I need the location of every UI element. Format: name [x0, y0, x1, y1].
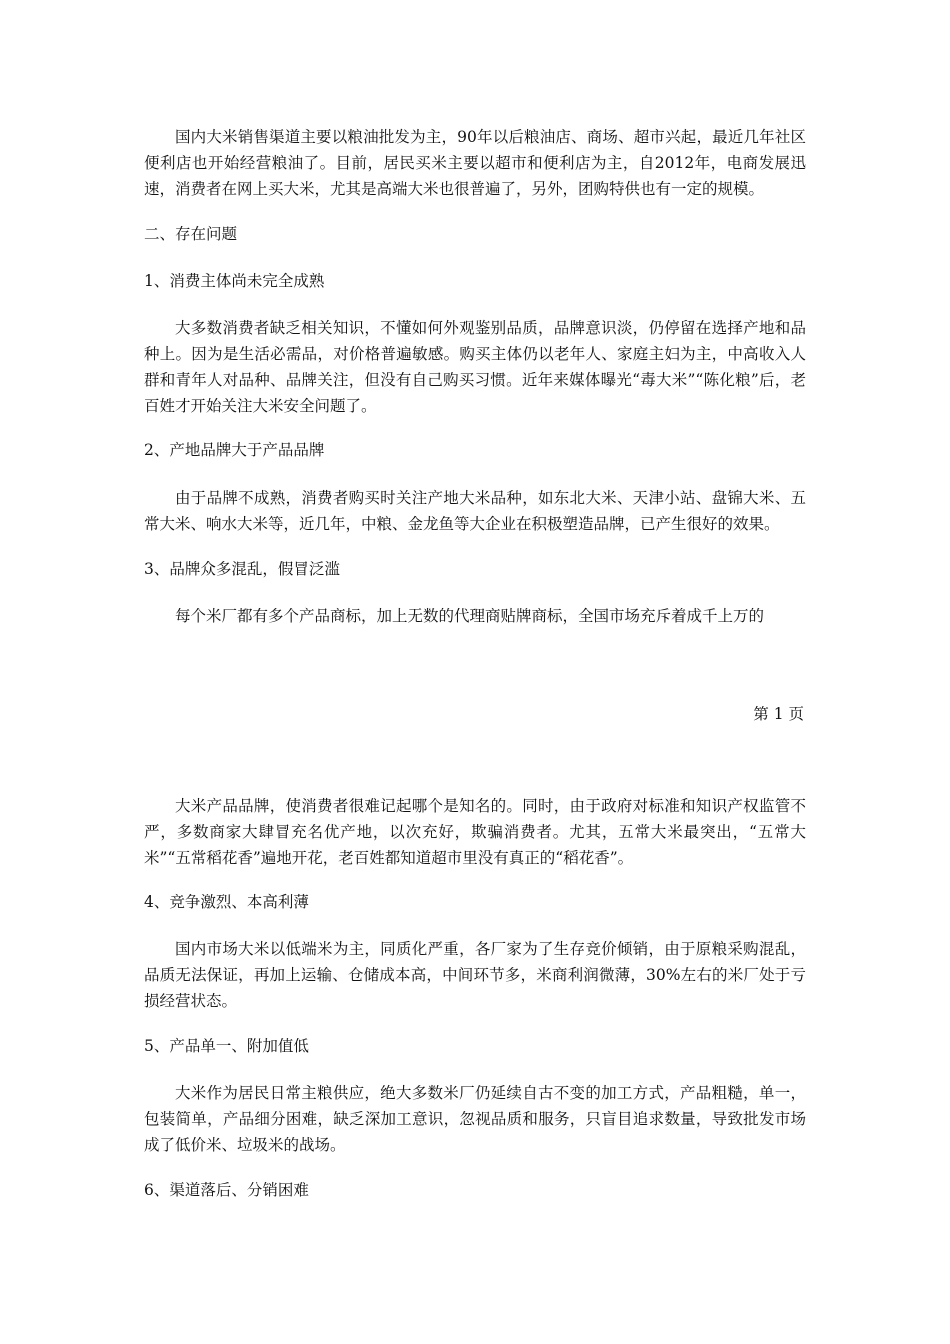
- section-title: 二、存在问题: [144, 225, 238, 243]
- issue-2-paragraph: 由于品牌不成熟，消费者购买时关注产地大米品种，如东北大米、天津小站、盘锦大米、五常大米、响水大米等，近几年，中粮、金龙鱼等大企业在积极塑造品牌，已产生很好的效果。: [144, 489, 806, 533]
- issue-3-title: 3、品牌众多混乱，假冒泛滥: [144, 560, 340, 578]
- issue-4-title: 4、竞争激烈、本高利薄: [144, 893, 309, 911]
- page-number: 第 1 页: [753, 705, 804, 723]
- issue-3-continuation: 大米产品品牌，使消费者很难记起哪个是知名的。同时，由于政府对标准和知识产权监管不严，多数商家大肆冒充名优产地，以次充好，欺骗消费者。尤其，五常大米最突出，“五常大米”“五常稻花香”遍地开花，老百姓都知道超市里没有真正的“稻花香”。: [144, 797, 806, 867]
- issue-5-title: 5、产品单一、附加值低: [144, 1037, 309, 1055]
- issue-6-title: 6、渠道落后、分销困难: [144, 1181, 309, 1199]
- issue-1-title: 1、消费主体尚未完全成熟: [144, 272, 325, 290]
- issue-1-paragraph: 大多数消费者缺乏相关知识，不懂如何外观鉴别品质，品牌意识淡，仍停留在选择产地和品种上。因为是生活必需品，对价格普遍敏感。购买主体仍以老年人、家庭主妇为主，中高收入人群和青年人对品种、品牌关注，但没有自己购买习惯。近年来媒体曝光“毒大米”“陈化粮”后，老百姓才开始关注大米安全问题了。: [144, 319, 806, 415]
- issue-3-paragraph: 每个米厂都有多个产品商标，加上无数的代理商贴牌商标，全国市场充斥着成千上万的: [175, 607, 765, 625]
- intro-paragraph: 国内大米销售渠道主要以粮油批发为主，90年以后粮油店、商场、超市兴起，最近几年社区便利店也开始经营粮油了。目前，居民买米主要以超市和便利店为主，自2012年，电商发展迅速，消费者在网上买大米，尤其是高端大米也很普遍了，另外，团购特供也有一定的规模。: [144, 128, 806, 198]
- issue-2-title: 2、产地品牌大于产品品牌: [144, 441, 325, 459]
- issue-5-paragraph: 大米作为居民日常主粮供应，绝大多数米厂仍延续自古不变的加工方式，产品粗糙，单一，包装简单，产品细分困难，缺乏深加工意识，忽视品质和服务，只盲目追求数量，导致批发市场成了低价米、垃圾米的战场。: [144, 1084, 806, 1154]
- issue-4-paragraph: 国内市场大米以低端米为主，同质化严重，各厂家为了生存竞价倾销，由于原粮采购混乱，品质无法保证，再加上运输、仓储成本高，中间环节多，米商利润微薄，30%左右的米厂处于亏损经营状态。: [144, 940, 806, 1010]
